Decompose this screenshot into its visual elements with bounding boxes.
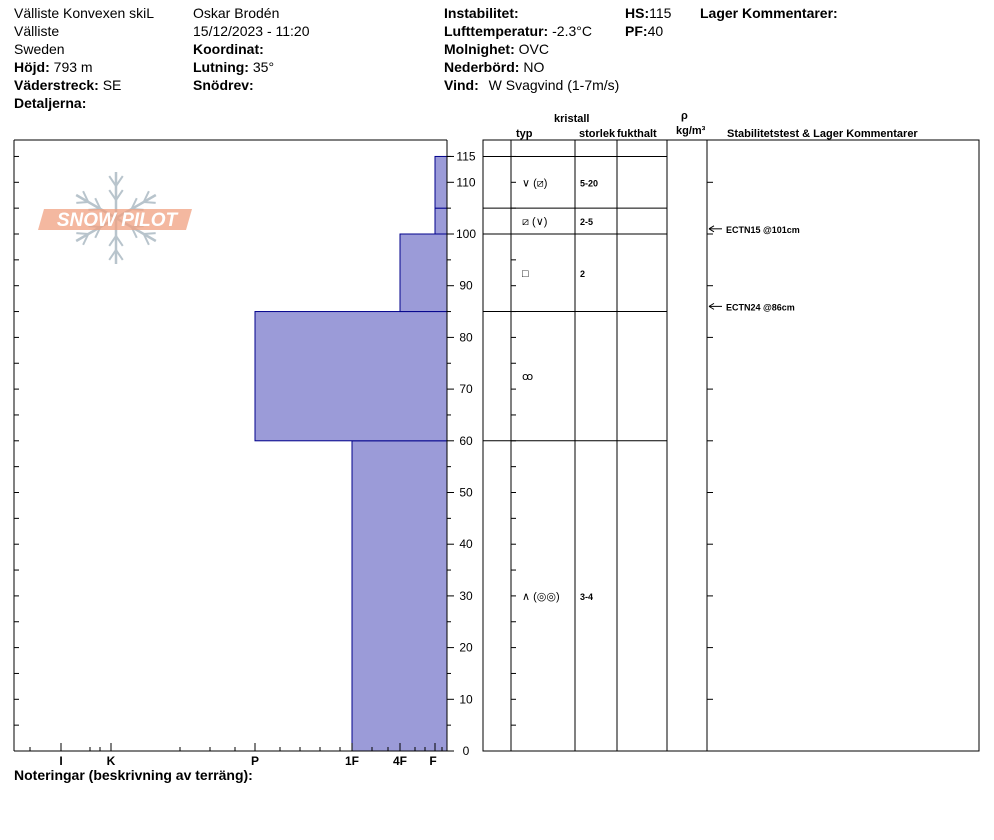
crystal-size-4: 3-4 — [580, 591, 594, 602]
snowpilot-logo — [38, 172, 192, 264]
area-name: Välliste — [14, 23, 60, 39]
pf-value: 40 — [647, 23, 664, 39]
crystal-type-1: ⧄ (∨) — [522, 216, 548, 229]
hardness-layer-4 — [435, 156, 447, 208]
height-label-60: 60 — [459, 433, 473, 448]
snowflake-branch — [144, 233, 156, 234]
pf-label: PF: — [625, 23, 648, 39]
snowflake-branch — [76, 202, 88, 203]
height-label-0: 0 — [462, 744, 470, 758]
hardness-label-K: K — [106, 754, 116, 768]
hardness-layer-1 — [255, 312, 447, 441]
snowflake-branch — [76, 233, 88, 234]
aspect-label: Väderstreck: — [14, 77, 99, 93]
sky-value: OVC — [518, 41, 549, 57]
hardness-label-F: F — [429, 754, 437, 768]
column-type: typ — [516, 128, 533, 140]
coordinates-label: Koordinat: — [193, 41, 264, 57]
stability-test-1: ECTN24 @86cm — [726, 302, 795, 313]
elevation-value: 793 m — [53, 59, 93, 75]
hardness-layer-0 — [352, 441, 447, 751]
column-density-unit: kg/m³ — [676, 125, 706, 137]
air-temp-value: -2.3°C — [552, 23, 592, 39]
height-label-70: 70 — [459, 382, 473, 397]
crystal-size-1: 2-5 — [580, 217, 594, 228]
height-label-110: 110 — [456, 175, 476, 190]
crystal-type-4: ∧ (◎◎) — [522, 590, 560, 603]
height-label-10: 10 — [459, 692, 473, 707]
column-moisture: fukthalt — [617, 128, 657, 140]
hardness-label-1F: 1F — [344, 754, 360, 768]
country-name: Sweden — [14, 41, 65, 57]
details-label: Detaljerna: — [14, 95, 87, 111]
slope-label: Lutning: — [193, 59, 249, 75]
height-label-20: 20 — [459, 640, 473, 655]
height-label-100: 100 — [455, 227, 477, 241]
hs-label: HS: — [625, 5, 650, 21]
crystal-type-3: ꝏ — [522, 371, 534, 384]
wind-label: Vind: — [444, 77, 479, 93]
wind-loading-label: Snödrev: — [193, 77, 254, 93]
height-label-90: 90 — [459, 278, 473, 293]
hardness-label-P: P — [250, 754, 260, 768]
hardness-label-4F: 4F — [392, 754, 408, 768]
sky-label: Molnighet: — [444, 41, 515, 57]
precip-label: Nederbörd: — [444, 59, 520, 75]
precip-value: NO — [523, 59, 545, 75]
crystal-size-2: 2 — [580, 268, 586, 279]
notes-label: Noteringar (beskrivning av terräng): — [14, 767, 253, 783]
hs-value: 115 — [649, 5, 672, 21]
height-label-80: 80 — [459, 330, 473, 345]
elevation-label: Höjd: — [14, 59, 50, 75]
observation-datetime: 15/12/2023 - 11:20 — [193, 23, 310, 39]
column-size: storlek — [579, 128, 616, 140]
height-label-30: 30 — [459, 588, 473, 603]
hardness-layer-3 — [435, 208, 447, 234]
crystal-type-2: □ — [522, 267, 529, 280]
height-label-50: 50 — [459, 485, 473, 500]
snowflake-branch — [144, 202, 156, 203]
crystal-type-0: ∨ (⧄) — [522, 177, 548, 190]
height-label-115: 115 — [456, 149, 476, 164]
hardness-label-I: I — [59, 754, 63, 768]
column-crystal: kristall — [554, 113, 590, 125]
logo-text: SNOW PILOT — [56, 210, 178, 231]
instability-label: Instabilitet: — [444, 5, 519, 21]
location-name: Välliste Konvexen skiL — [14, 5, 155, 21]
hardness-layer-2 — [400, 234, 447, 312]
air-temp-label: Lufttemperatur: — [444, 23, 549, 39]
slope-value: 35° — [252, 59, 275, 75]
layer-comments-label: Lager Kommentarer: — [700, 5, 838, 21]
column-stability: Stabilitetstest & Lager Kommentarer — [727, 128, 918, 140]
column-rho: ρ — [681, 110, 688, 122]
wind-value: W Svagvind (1-7m/s) — [488, 77, 620, 93]
crystal-size-0: 5-20 — [580, 178, 599, 189]
height-label-40: 40 — [459, 537, 473, 552]
aspect-value: SE — [102, 77, 122, 93]
stability-test-0: ECTN15 @101cm — [726, 224, 800, 235]
observer-name: Oskar Brodén — [193, 5, 280, 21]
